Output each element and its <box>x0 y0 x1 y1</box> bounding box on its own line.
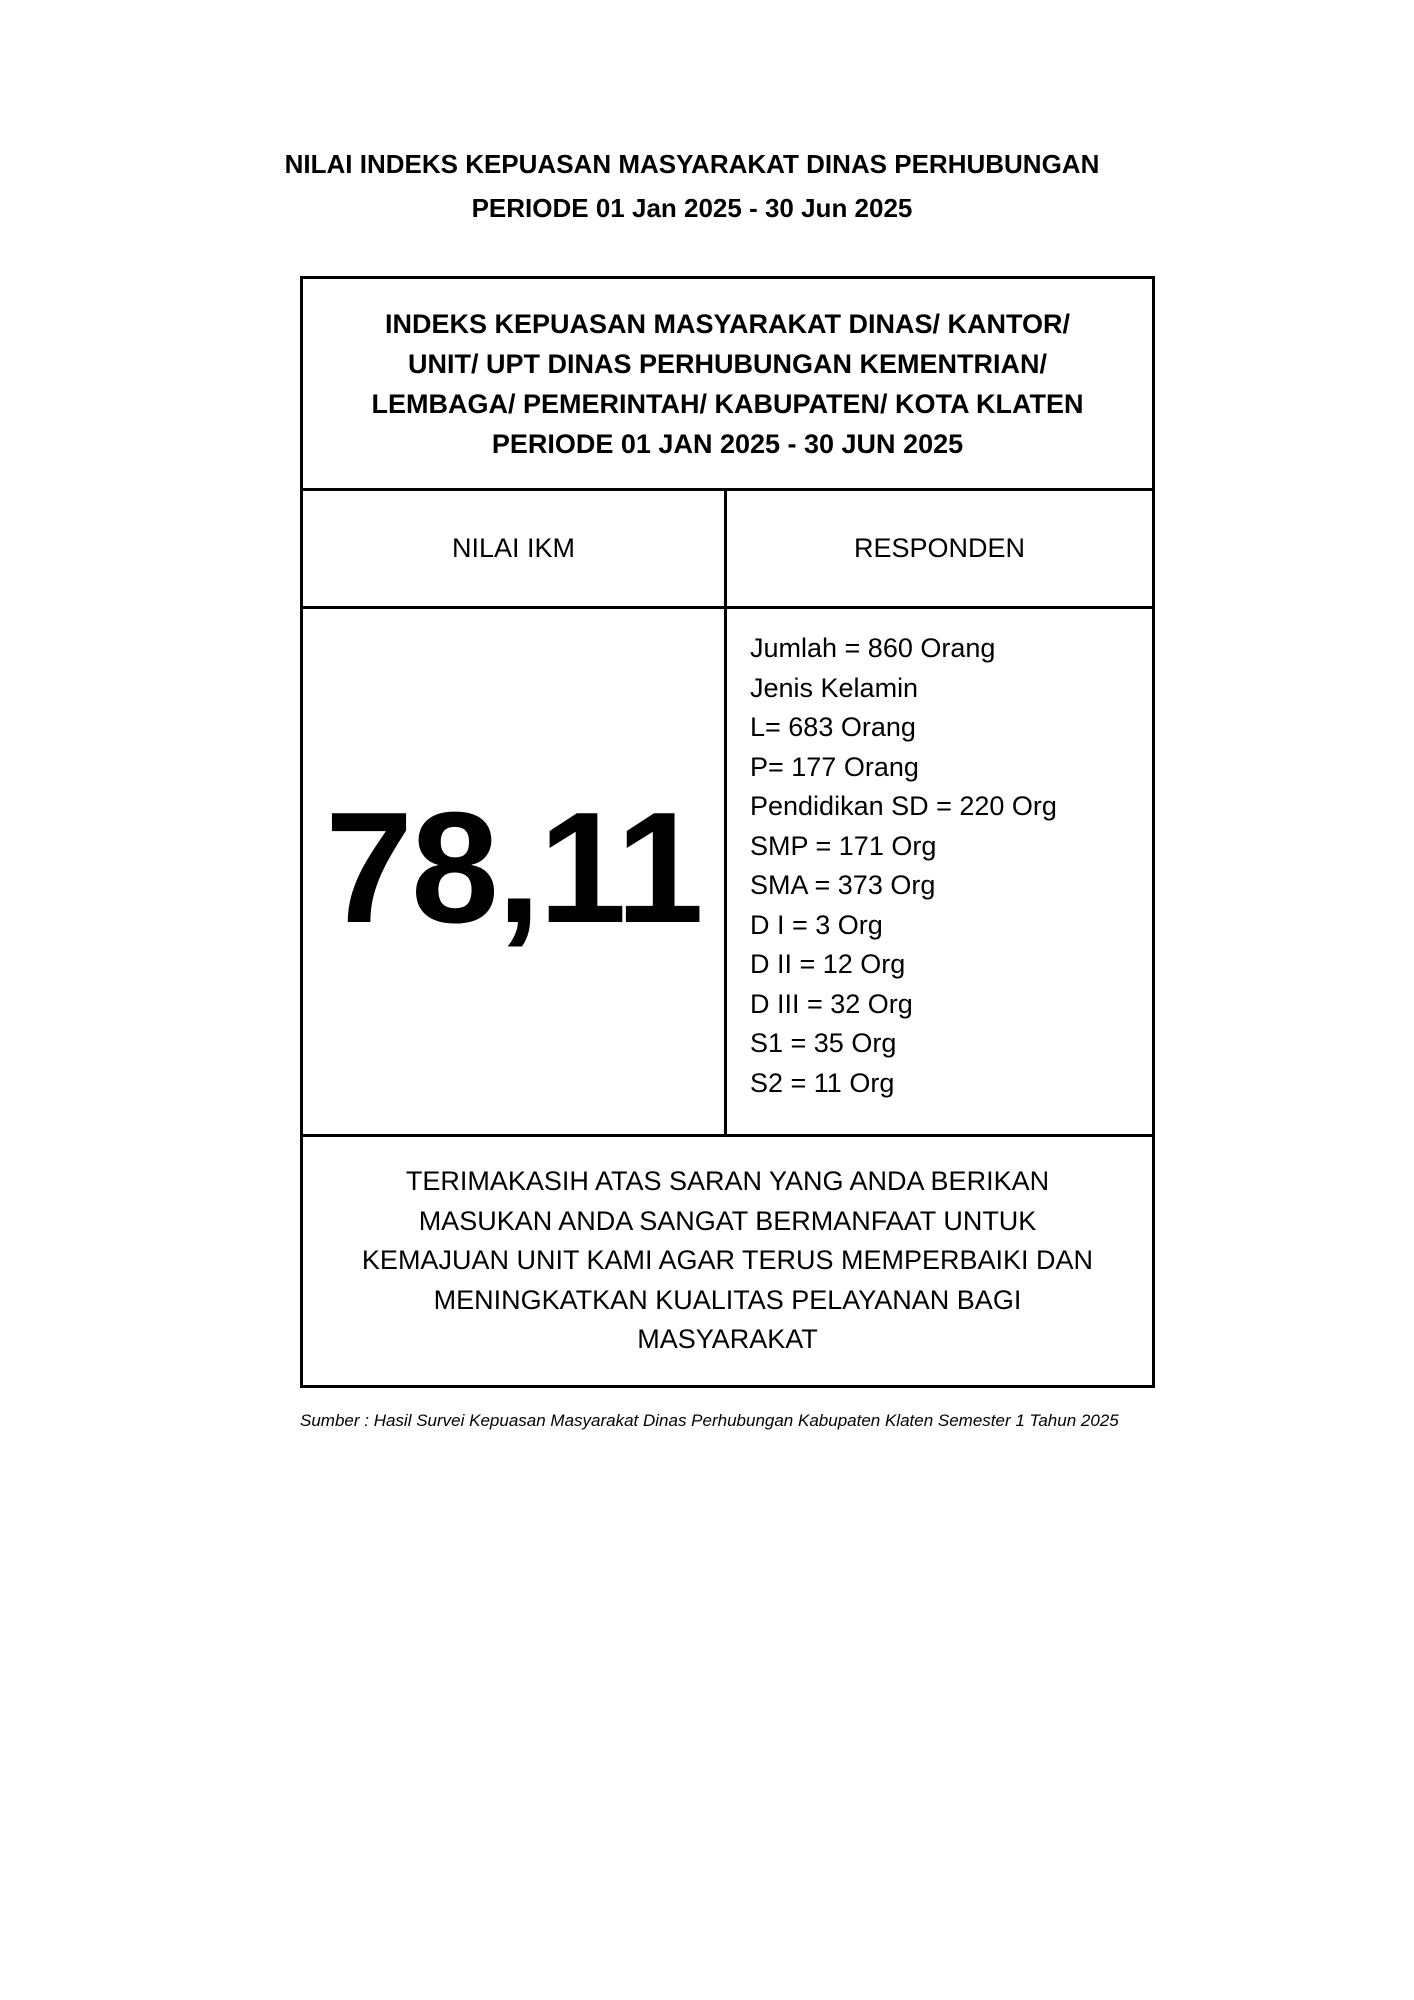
respondent-line: D I = 3 Org <box>750 909 883 940</box>
title-line-1: NILAI INDEKS KEPUASAN MASYARAKAT DINAS PERHUBUNGAN <box>284 149 1100 179</box>
header-line: INDEKS KEPUASAN MASYARAKAT DINAS/ KANTOR/ <box>384 308 1071 339</box>
ikm-value-cell <box>303 609 727 1137</box>
ikm-table <box>300 276 1155 1388</box>
header-line: PERIODE 01 JAN 2025 - 30 JUN 2025 <box>491 428 964 459</box>
respondent-line: SMP = 171 Org <box>750 830 937 861</box>
respondent-line: D II = 12 Org <box>750 949 906 979</box>
respondent-list <box>727 609 1152 1137</box>
column-header-responden: RESPONDEN <box>727 491 1152 609</box>
respondent-line: P= 177 Orang <box>750 751 919 782</box>
source-note: Sumber : Hasil Survei Kepuasan Masyarakat Dinas Perhubungan Kabupaten Klaten Semester 1 Tahun 2025 <box>300 1411 1119 1430</box>
respondent-line: D III = 32 Org <box>750 988 913 1019</box>
message-line: TERIMAKASIH ATAS SARAN YANG ANDA BERIKAN <box>405 1166 1050 1197</box>
table-header <box>303 279 1152 491</box>
header-line: LEMBAGA/ PEMERINTAH/ KABUPATEN/ KOTA KLATEN <box>371 388 1084 419</box>
title-line-2: PERIODE 01 Jan 2025 - 30 Jun 2025 <box>471 193 913 223</box>
respondent-line: Jenis Kelamin <box>750 672 919 703</box>
message-line: MASYARAKAT <box>637 1324 818 1355</box>
respondent-line: S1 = 35 Org <box>750 1028 897 1058</box>
thank-you-message <box>303 1137 1152 1385</box>
respondent-line: L= 683 Orang <box>750 712 916 742</box>
column-header-nilai-ikm: NILAI IKM <box>303 491 727 609</box>
respondent-line: Jumlah = 860 Orang <box>750 633 996 663</box>
message-line: MASUKAN ANDA SANGAT BERMANFAAT UNTUK <box>418 1205 1037 1236</box>
ikm-value: 78,11 <box>325 779 702 956</box>
message-line: MENINGKATKAN KUALITAS PELAYANAN BAGI <box>433 1284 1022 1315</box>
respondent-line: S2 = 11 Org <box>750 1067 895 1098</box>
respondent-line: SMA = 373 Org <box>750 870 936 900</box>
document-title <box>0 142 1384 230</box>
header-line: UNIT/ UPT DINAS PERHUBUNGAN KEMENTRIAN/ <box>407 348 1047 379</box>
respondent-line: Pendidikan SD = 220 Org <box>750 791 1057 821</box>
message-line: KEMAJUAN UNIT KAMI AGAR TERUS MEMPERBAIKI DAN <box>361 1245 1094 1276</box>
